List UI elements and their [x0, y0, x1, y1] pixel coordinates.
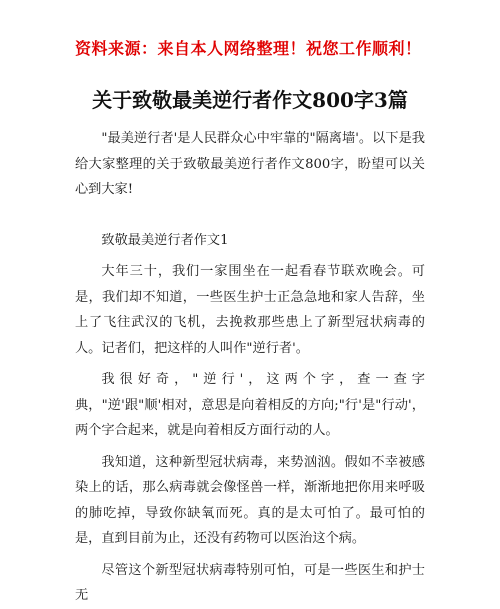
section-heading: 致敬最美逆行者作文1 [101, 232, 229, 248]
body-paragraph: 尽管这个新型冠状病毒特别可怕，可是一些医生和护士无 [75, 562, 425, 603]
body-paragraph: 我知道，这种新型冠状病毒，来势汹汹。假如不幸被感染上的话，那么病毒就会像怪兽一样，渐渐地把你用来呼吸的肺吃掉，导致你缺氧而死。真的是太可怕了。最可怕的是，直到目前为止，还没有药物可以医治这个病。 [75, 454, 425, 546]
document-body [75, 126, 425, 609]
body-paragraph: 大年三十，我们一家围坐在一起看春节联欢晚会。可是，我们却不知道，一些医生护士正急急地和家人告辞，坐上了飞往武汉的飞机，去挽救那些患上了新型冠状病毒的人。记者们，把这样的人叫作"逆行者'。 [75, 264, 425, 356]
document-title: 关于致敬最美逆行者作文800字3篇 [92, 88, 408, 112]
paragraph-gap [75, 203, 425, 228]
source-banner: 资料来源：来自本人网络整理！祝您工作顺利！ [75, 39, 422, 58]
body-paragraph: 我很好奇，"逆行'，这两个字，查一查字典，"逆'跟"顺'相对，意思是向着相反的方向;"行'是"行动'，两个字合起来，就是向着相反方面行动的人。 [75, 372, 425, 438]
intro-paragraph: "最美逆行者'是人民群众心中牢靠的"隔离墙'。以下是我给大家整理的关于致敬最美逆行者作文800字，盼望可以关心到大家! [75, 131, 425, 197]
